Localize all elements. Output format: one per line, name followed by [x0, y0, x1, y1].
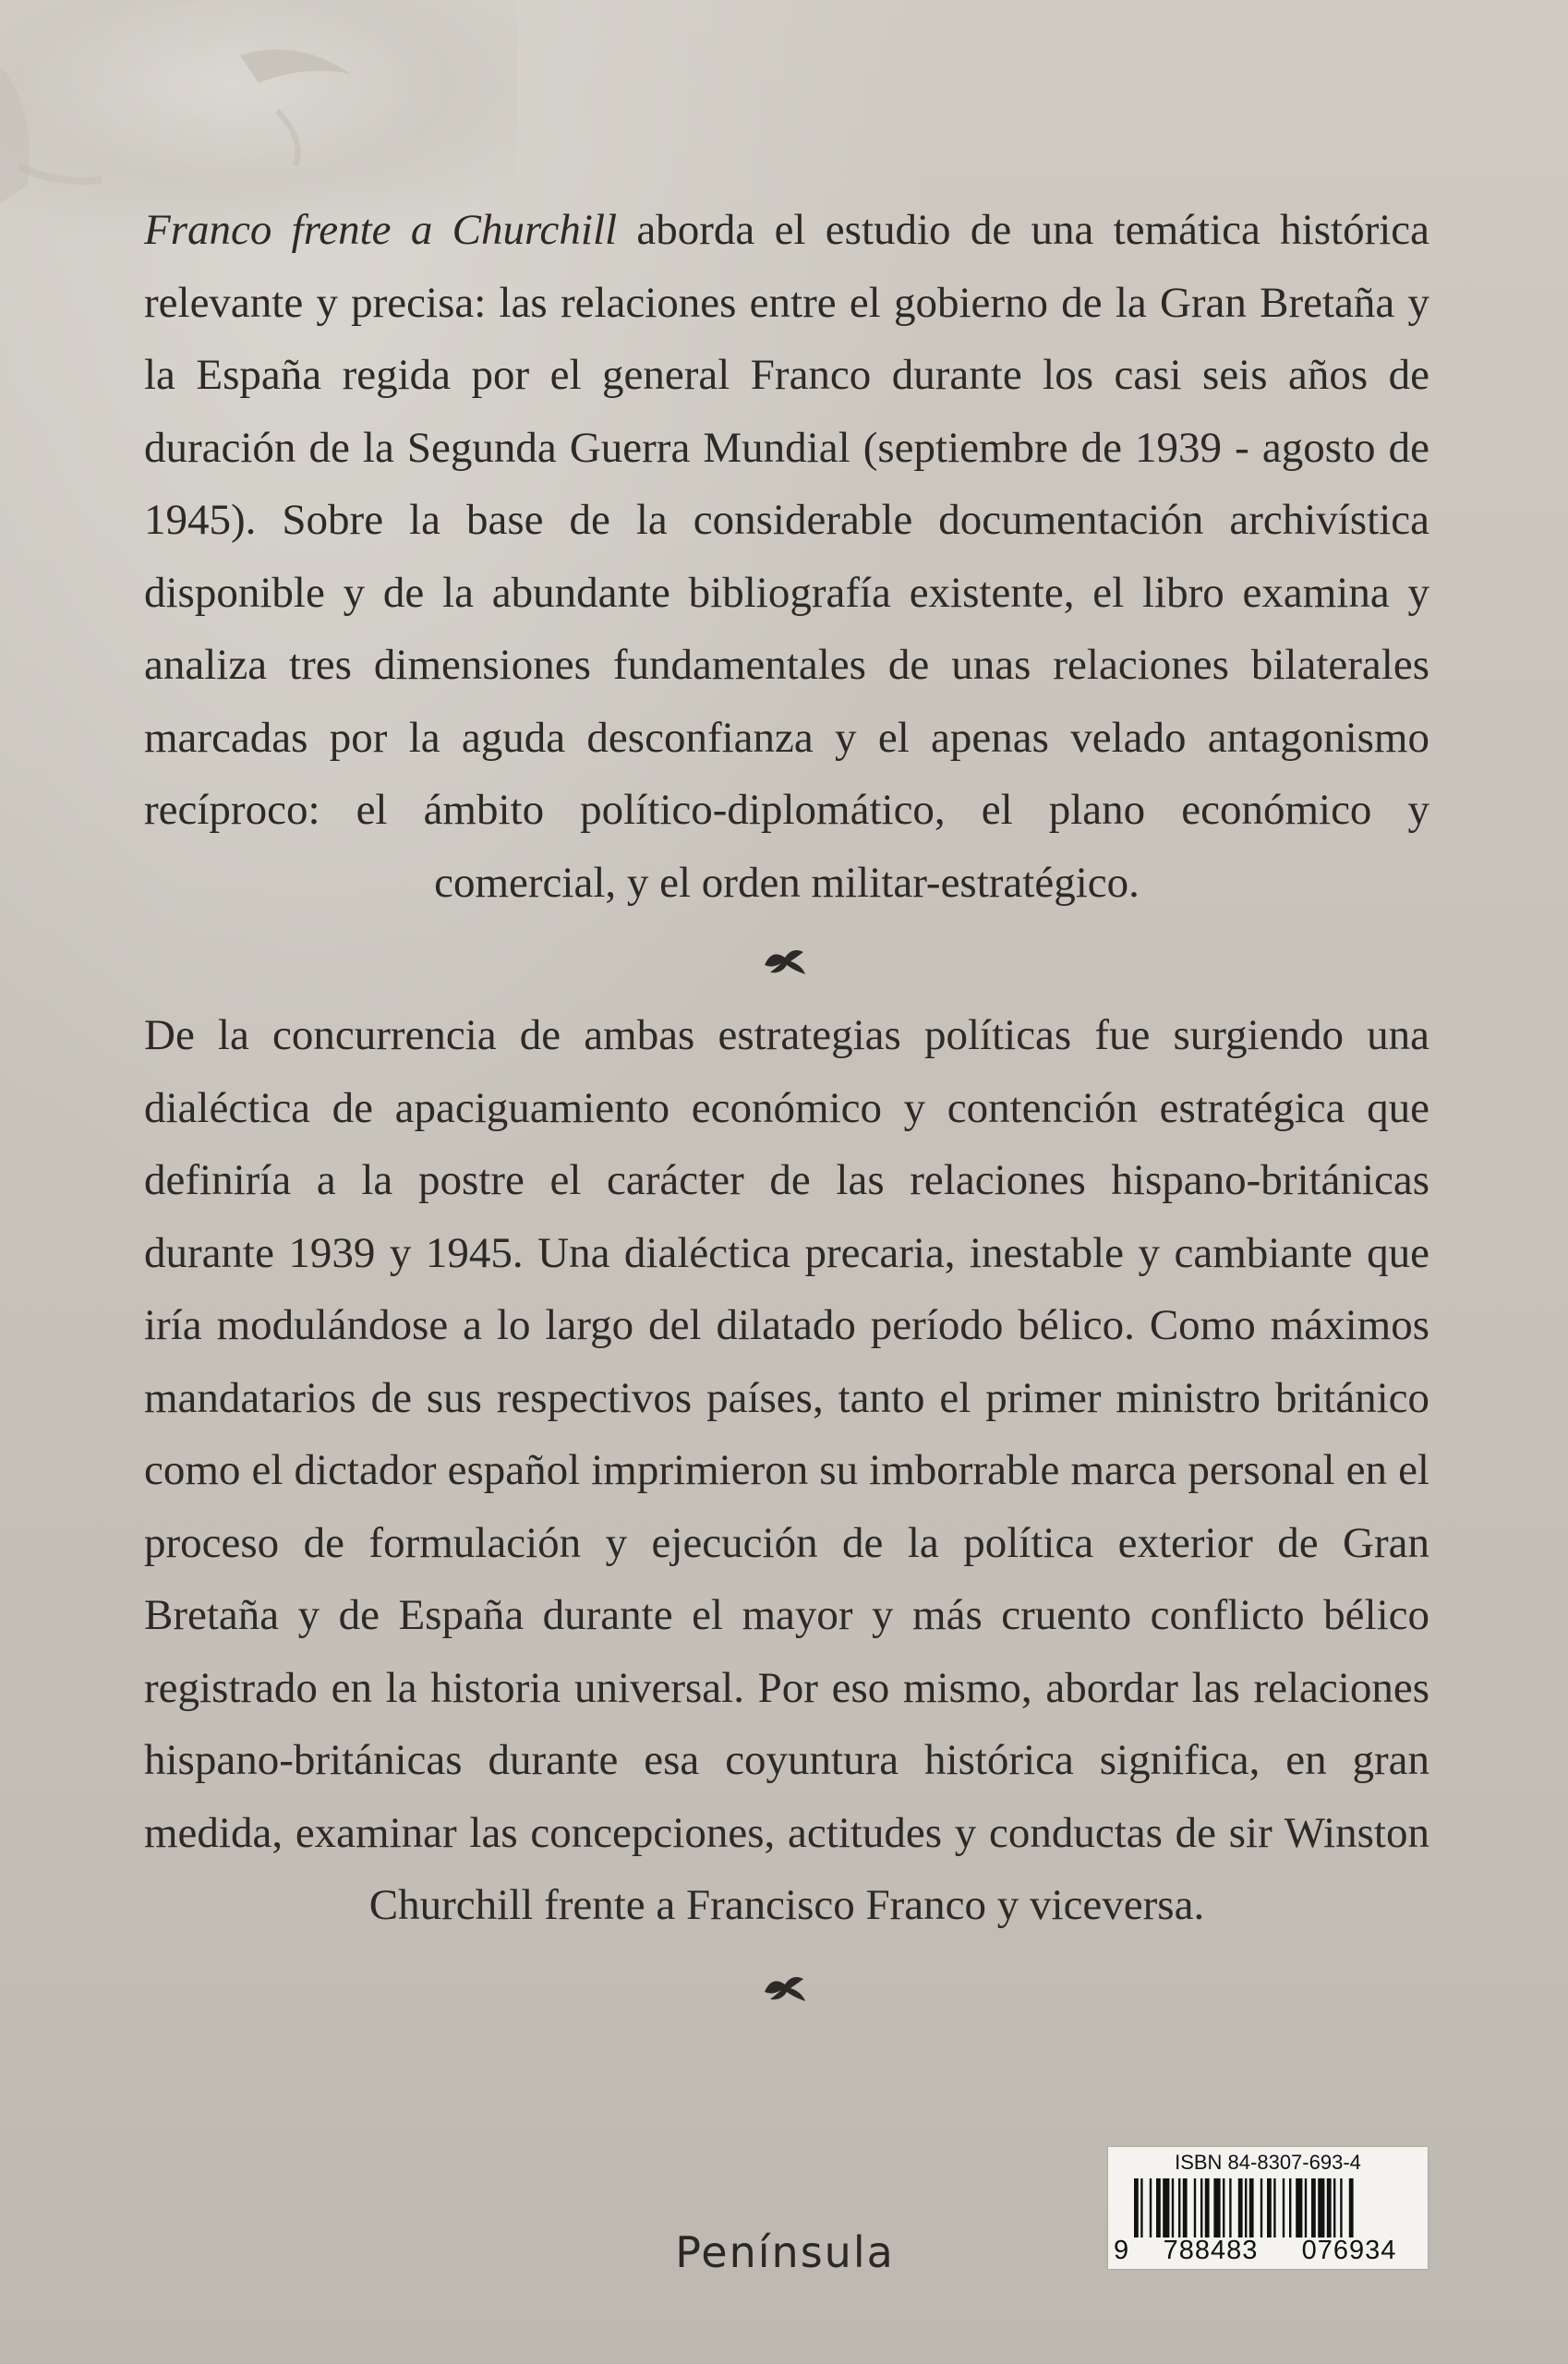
publisher-name: Península — [675, 2227, 895, 2277]
fleuron-icon — [757, 1964, 813, 2010]
fleuron-icon — [757, 937, 813, 983]
blurb-paragraph-1 — [144, 194, 1429, 919]
barcode-icon — [1134, 2178, 1402, 2237]
isbn-barcode-label — [1108, 2147, 1428, 2269]
blurb-paragraph-1-body: aborda el estudio de una temática histórica relevante y precisa: las relaciones entre el gobierno de la Gran Bretaña y la España regida por el general Franco durante los casi seis años de duración de la Segunda Guerra Mundial (septiembre de 1939 - agosto de 1945). Sobre la base de la considerable documentación archivística disponible y de la abundante bibliografía existente, el libro examina y analiza tres dimensiones fundamentales de unas relaciones bilaterales marcadas por la aguda desconfianza y el apenas velado antagonismo recíproco: el ámbito político-diplomático, el plano económico y comercial, y el orden militar-estratégico. — [144, 206, 1429, 907]
book-title-italic: Franco frente a Churchill — [144, 206, 618, 254]
isbn-text: ISBN 84-8307-693-4 — [1175, 2151, 1361, 2174]
barcode-digit-first: 9 — [1114, 2236, 1130, 2265]
blurb-paragraph-2: De la concurrencia de ambas estrategias políticas fue surgiendo una dialéctica de apaciguamiento económico y contención estratégica que definiría a la postre el carácter de las relaciones hispano-británicas durante 1939 y 1945. Una dialéctica precaria, inestable y cambiante que iría modulándose a lo largo del dilatado período bélico. Como máximos mandatarios de sus respectivos países, tanto el primer ministro británico como el dictador español imprimieron su imborrable marca personal en el proceso de formulación y ejecución de la política exterior de Gran Bretaña y de España durante el mayor y más cruento conflicto bélico registrado en la historia universal. Por eso mismo, abordar las relaciones hispano-británicas durante esa coyuntura histórica significa, en gran medida, examinar las concepciones, actitudes y conductas de sir Winston Churchill frente a Francisco Franco y viceversa. — [144, 1011, 1429, 1929]
barcode-digits — [1114, 2236, 1422, 2266]
barcode-digits-left: 788483 — [1163, 2236, 1259, 2265]
barcode-digits-right: 076934 — [1301, 2236, 1397, 2265]
